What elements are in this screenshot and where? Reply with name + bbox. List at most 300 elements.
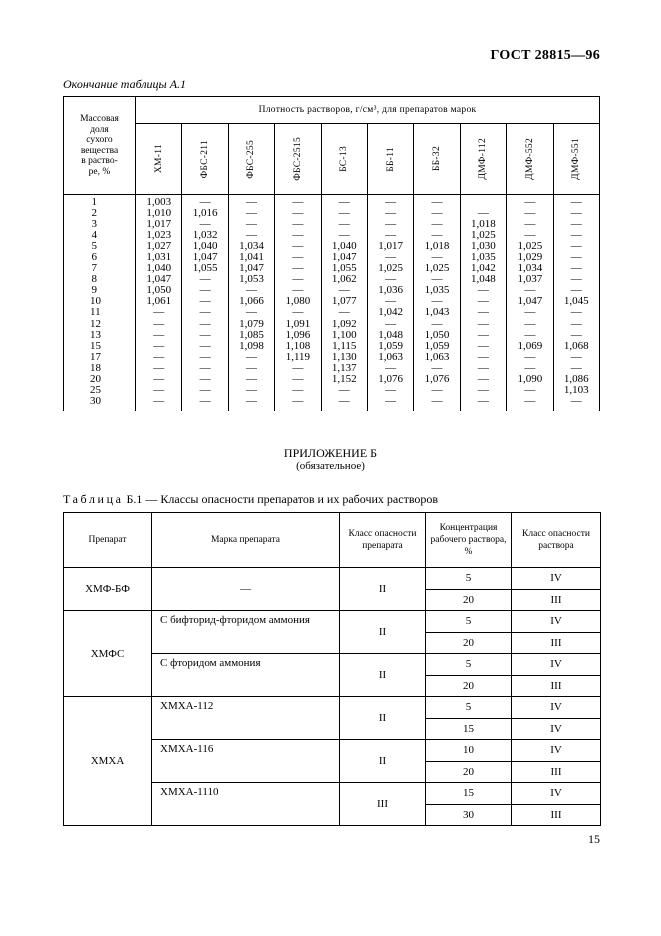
density-value: — — [292, 273, 304, 286]
density-value: — — [524, 394, 536, 407]
density-value: — — [292, 372, 304, 385]
density-value: — — [524, 383, 536, 396]
solution-class: IV — [512, 654, 601, 676]
density-value: — — [524, 218, 536, 231]
density-value: — — [199, 350, 211, 363]
density-value: 1,047 — [146, 273, 172, 286]
density-value: 1,059 — [424, 339, 450, 352]
density-value: — — [524, 328, 536, 341]
density-value: — — [570, 273, 582, 286]
density-value: — — [385, 394, 397, 407]
density-value: 1,041 — [239, 251, 264, 264]
mass-fraction-header-line: ре, % — [88, 166, 111, 177]
density-column — [136, 195, 182, 411]
solution-class: III — [512, 675, 601, 697]
density-value: — — [338, 306, 350, 319]
density-value: — — [385, 218, 397, 231]
density-value: — — [245, 284, 257, 297]
density-value: — — [431, 207, 443, 220]
preparation-mark: С фторидом аммония — [152, 654, 340, 697]
density-value: 1,076 — [424, 372, 450, 385]
density-value: 1,090 — [517, 372, 543, 385]
preparation-mark: ХМХА-116 — [152, 740, 340, 783]
density-value: 1,077 — [331, 295, 357, 308]
density-value: — — [153, 372, 165, 385]
concentration-value: 5 — [91, 240, 97, 253]
appendix-subtitle: (обязательное) — [296, 460, 365, 472]
density-value: — — [570, 240, 582, 253]
density-value: — — [477, 383, 489, 396]
density-value: — — [385, 361, 397, 374]
density-value: 1,047 — [192, 251, 218, 264]
density-value: 1,025 — [378, 262, 404, 275]
density-value: — — [153, 339, 165, 352]
density-value: — — [431, 251, 443, 264]
density-value: 1,066 — [239, 295, 264, 308]
concentration-value: 9 — [91, 284, 97, 297]
density-value: — — [570, 394, 582, 407]
density-value: — — [153, 350, 165, 363]
density-value: — — [570, 328, 582, 341]
preparation-class: II — [340, 611, 426, 654]
density-value: 1,050 — [146, 284, 172, 297]
column-header-3 — [275, 124, 321, 195]
density-value: 1,034 — [239, 240, 264, 253]
column-header-2 — [228, 124, 274, 195]
mass-fraction-header-line: доля — [90, 124, 109, 135]
solution-class: III — [512, 761, 601, 783]
preparation-name: ХМФС — [64, 611, 152, 697]
density-value: — — [292, 383, 304, 396]
density-value: — — [199, 284, 211, 297]
density-value: — — [338, 229, 350, 242]
density-value: 1,062 — [331, 273, 357, 286]
solution-class: IV — [512, 611, 601, 633]
density-value: — — [524, 361, 536, 374]
density-value: — — [338, 218, 350, 231]
density-value: — — [199, 273, 211, 286]
preparation-class: II — [340, 740, 426, 783]
density-value: 1,068 — [563, 339, 589, 352]
solution-concentration: 5 — [426, 654, 512, 676]
density-value: 1,085 — [239, 328, 264, 341]
solution-class: IV — [512, 718, 601, 740]
mass-fraction-header-line: в раство- — [81, 156, 118, 166]
preparation-class: II — [340, 697, 426, 740]
density-value: — — [153, 317, 165, 330]
density-value: — — [292, 262, 304, 275]
density-value: — — [385, 229, 397, 242]
density-value: — — [245, 394, 257, 407]
solution-class: IV — [512, 783, 601, 805]
density-value: 1,130 — [331, 350, 357, 363]
density-value: — — [385, 251, 397, 264]
density-value: — — [199, 372, 211, 385]
preparation-class: II — [340, 654, 426, 697]
density-value: — — [245, 383, 257, 396]
density-value: 1,098 — [239, 339, 264, 352]
solution-concentration: 5 — [426, 697, 512, 719]
density-value: — — [477, 350, 489, 363]
density-value: — — [385, 295, 397, 308]
density-value: — — [385, 196, 397, 208]
density-column — [321, 195, 367, 411]
table-row — [64, 195, 600, 411]
density-value: — — [477, 306, 489, 319]
density-value: — — [199, 196, 211, 208]
density-value: — — [292, 240, 304, 253]
density-value: — — [431, 361, 443, 374]
solution-concentration: 20 — [426, 761, 512, 783]
solution-concentration: 20 — [426, 589, 512, 611]
preparation-mark: ХМХА-1110 — [152, 783, 340, 826]
concentration-value: 11 — [90, 306, 101, 319]
density-value: — — [292, 251, 304, 264]
density-value: — — [570, 306, 582, 319]
preparation-mark: ХМХА-112 — [152, 697, 340, 740]
concentration-value: 6 — [91, 251, 97, 264]
density-value: — — [338, 207, 350, 220]
density-value: — — [245, 372, 257, 385]
density-value: 1,080 — [285, 295, 311, 308]
density-column — [553, 195, 599, 411]
density-value: 1,016 — [192, 207, 218, 220]
density-value: — — [431, 229, 443, 242]
density-value: 1,040 — [331, 240, 357, 253]
concentration-value: 10 — [90, 295, 101, 308]
density-value: 1,137 — [331, 361, 357, 374]
density-value: 1,040 — [146, 262, 172, 275]
density-value: — — [570, 196, 582, 208]
density-value: — — [153, 383, 165, 396]
concentration-value: 13 — [90, 328, 101, 341]
solution-concentration: 10 — [426, 740, 512, 762]
density-column — [367, 195, 413, 411]
solution-concentration: 20 — [426, 632, 512, 654]
density-value: 1,061 — [146, 295, 172, 308]
density-value: — — [524, 207, 536, 220]
density-value: 1,152 — [331, 372, 357, 385]
density-value: 1,017 — [378, 240, 404, 253]
density-value: — — [153, 328, 165, 341]
mass-fraction-header-line: сухого — [86, 135, 113, 145]
solution-concentration: 15 — [426, 718, 512, 740]
concentration-value: 1 — [91, 196, 97, 208]
density-value: — — [477, 372, 489, 385]
density-value: 1,034 — [517, 262, 543, 275]
density-value: — — [338, 394, 350, 407]
density-value: — — [153, 394, 165, 407]
density-value: — — [524, 350, 536, 363]
density-value: — — [385, 383, 397, 396]
density-value: — — [431, 383, 443, 396]
density-value: 1,018 — [471, 218, 496, 231]
density-value: — — [431, 317, 443, 330]
density-value: 1,115 — [332, 339, 357, 352]
density-value: — — [431, 295, 443, 308]
density-value: 1,017 — [146, 218, 172, 231]
column-header-1 — [182, 124, 228, 195]
density-value: — — [477, 328, 489, 341]
table-b-caption-label: Таблица — [63, 492, 124, 506]
density-value: 1,010 — [146, 207, 172, 220]
table-a-caption: Окончание таблицы А.1 — [63, 77, 187, 91]
concentration-value: 8 — [91, 273, 97, 286]
density-value: — — [570, 361, 582, 374]
column-header-0 — [136, 124, 182, 195]
density-value: 1,059 — [378, 339, 404, 352]
column-header-label: ДМФ-551 — [571, 138, 582, 180]
concentration-column — [64, 195, 136, 411]
density-value: 1,119 — [285, 350, 311, 363]
density-value: 1,053 — [239, 273, 264, 286]
density-value: — — [153, 306, 165, 319]
table-row — [64, 568, 601, 590]
density-value: — — [431, 218, 443, 231]
mass-fraction-header-line: Массовая — [80, 114, 119, 124]
density-value: — — [431, 394, 443, 407]
density-value: — — [431, 196, 443, 208]
density-value: — — [477, 207, 489, 220]
density-value: 1,036 — [378, 284, 404, 297]
column-header-label: ДМФ-552 — [524, 138, 535, 180]
density-value: 1,055 — [331, 262, 357, 275]
density-main-header: Плотность растворов, г/см³, для препаратов марок — [136, 97, 600, 124]
density-column — [228, 195, 274, 411]
density-value: — — [199, 306, 211, 319]
appendix-title: ПРИЛОЖЕНИЕ Б — [283, 446, 378, 460]
density-value: — — [199, 394, 211, 407]
column-header-label: ББ-11 — [385, 146, 396, 172]
solution-class: III — [512, 632, 601, 654]
density-value: — — [570, 284, 582, 297]
header-class-solution: Класс опасности раствора — [512, 513, 601, 568]
preparation-class: III — [340, 783, 426, 826]
density-value: 1,100 — [331, 328, 357, 341]
mass-fraction-header-line: вещества — [80, 145, 119, 156]
density-value: — — [477, 317, 489, 330]
density-value: 1,042 — [378, 306, 404, 319]
density-value: — — [199, 328, 211, 341]
density-table — [63, 96, 600, 411]
concentration-value: 2 — [91, 207, 97, 220]
solution-concentration: 30 — [426, 804, 512, 826]
density-value: — — [524, 284, 536, 297]
column-header-label: ФБС-211 — [200, 139, 211, 179]
table-row — [64, 697, 601, 719]
density-value: 1,050 — [424, 328, 450, 341]
density-value: — — [245, 306, 257, 319]
density-value: — — [385, 317, 397, 330]
density-value: — — [570, 262, 582, 275]
density-value: 1,043 — [424, 306, 450, 319]
column-header-label: ДМФ-112 — [478, 138, 489, 180]
density-value: — — [245, 229, 257, 242]
density-value: 1,045 — [563, 295, 589, 308]
density-value: 1,003 — [146, 196, 172, 208]
density-value: — — [245, 218, 257, 231]
density-value: 1,027 — [146, 240, 172, 253]
concentration-value: 12 — [90, 317, 101, 330]
solution-class: III — [512, 589, 601, 611]
density-value: 1,042 — [471, 262, 496, 275]
column-header-4 — [321, 124, 367, 195]
solution-concentration: 5 — [426, 611, 512, 633]
column-header-label: БС-13 — [339, 146, 350, 172]
density-value: 1,035 — [424, 284, 450, 297]
concentration-value: 18 — [90, 361, 101, 374]
density-value: — — [199, 361, 211, 374]
density-value: 1,096 — [285, 328, 311, 341]
density-value: — — [292, 218, 304, 231]
density-value: — — [338, 383, 350, 396]
density-value: — — [245, 196, 257, 208]
column-header-7 — [460, 124, 506, 195]
page-number: 15 — [588, 832, 600, 846]
density-column — [460, 195, 506, 411]
density-value: — — [292, 361, 304, 374]
density-value: 1,025 — [517, 240, 543, 253]
density-value: — — [338, 196, 350, 208]
density-value: — — [292, 196, 304, 208]
density-value: 1,047 — [517, 295, 543, 308]
density-value: — — [570, 218, 582, 231]
density-value: 1,025 — [471, 229, 496, 242]
density-value: 1,108 — [285, 339, 311, 352]
density-value: 1,048 — [378, 328, 404, 341]
density-value: — — [292, 284, 304, 297]
density-value: — — [292, 394, 304, 407]
table-row — [64, 611, 601, 633]
density-value: — — [524, 196, 536, 208]
solution-class: IV — [512, 568, 601, 590]
preparation-name: ХМФ-БФ — [64, 568, 152, 611]
density-value: — — [431, 273, 443, 286]
density-value: — — [199, 295, 211, 308]
solution-concentration: 15 — [426, 783, 512, 805]
density-value: — — [524, 229, 536, 242]
table-b-caption — [63, 492, 438, 507]
density-value: 1,069 — [517, 339, 543, 352]
density-value: — — [245, 350, 257, 363]
density-value: — — [338, 284, 350, 297]
solution-class: III — [512, 804, 601, 826]
column-header-label: ФБС-255 — [246, 139, 257, 179]
column-header-6 — [414, 124, 460, 195]
density-value: — — [199, 339, 211, 352]
density-value: 1,063 — [424, 350, 450, 363]
density-value: 1,035 — [471, 251, 496, 264]
concentration-value: 20 — [90, 372, 101, 385]
density-value: 1,055 — [192, 262, 218, 275]
preparation-class: II — [340, 568, 426, 611]
density-value: — — [292, 306, 304, 319]
hazard-class-table — [63, 512, 601, 826]
density-value: 1,031 — [146, 251, 172, 264]
solution-class: IV — [512, 697, 601, 719]
density-value: 1,092 — [331, 317, 357, 330]
concentration-value: 3 — [91, 218, 97, 231]
density-value: 1,091 — [285, 317, 311, 330]
density-value: — — [477, 284, 489, 297]
density-value: 1,047 — [239, 262, 264, 275]
density-value: 1,079 — [239, 317, 264, 330]
preparation-name: ХМХА — [64, 697, 152, 826]
density-value: — — [524, 306, 536, 319]
density-value: 1,025 — [424, 262, 450, 275]
density-value: — — [570, 229, 582, 242]
density-value: — — [385, 273, 397, 286]
density-value: — — [153, 361, 165, 374]
preparation-mark: — — [152, 568, 340, 611]
column-header-9 — [553, 124, 599, 195]
density-value: 1,032 — [192, 229, 218, 242]
density-column — [275, 195, 321, 411]
column-header-label: ББ-32 — [432, 146, 443, 172]
header-concentration: Концентрация рабочего раствора, % — [426, 513, 512, 568]
column-header-label: ХМ-11 — [153, 144, 164, 174]
density-value: — — [570, 251, 582, 264]
concentration-value: 15 — [90, 339, 101, 352]
density-value: — — [477, 394, 489, 407]
header-prep: Препарат — [64, 513, 152, 568]
solution-concentration: 5 — [426, 568, 512, 590]
density-value: 1,076 — [378, 372, 404, 385]
density-column — [414, 195, 460, 411]
density-value: — — [477, 361, 489, 374]
column-header-label: ФБС-2515 — [292, 137, 303, 181]
density-value: 1,030 — [471, 240, 496, 253]
density-value: — — [199, 218, 211, 231]
density-value: — — [292, 229, 304, 242]
density-value: 1,063 — [378, 350, 404, 363]
density-column — [182, 195, 228, 411]
density-value: — — [245, 361, 257, 374]
column-header-8 — [507, 124, 553, 195]
density-value: — — [245, 207, 257, 220]
density-value: 1,086 — [563, 372, 589, 385]
density-value: — — [477, 295, 489, 308]
density-value: — — [199, 317, 211, 330]
density-value: — — [199, 383, 211, 396]
concentration-value: 4 — [91, 229, 97, 242]
density-value: 1,047 — [331, 251, 357, 264]
concentration-value: 30 — [90, 394, 101, 407]
mass-fraction-header — [64, 97, 136, 195]
density-column — [507, 195, 553, 411]
density-value: — — [570, 317, 582, 330]
density-value: — — [570, 350, 582, 363]
density-value: 1,103 — [563, 383, 589, 396]
density-value: — — [292, 207, 304, 220]
density-value: — — [477, 339, 489, 352]
density-value: 1,048 — [471, 273, 496, 286]
density-value: 1,018 — [424, 240, 450, 253]
density-value: — — [570, 207, 582, 220]
preparation-mark: С бифторид-фторидом аммония — [152, 611, 340, 654]
standard-number: ГОСТ 28815—96 — [490, 48, 600, 63]
density-value: 1,023 — [146, 229, 172, 242]
density-value: 1,037 — [517, 273, 543, 286]
solution-concentration: 20 — [426, 675, 512, 697]
column-header-5 — [367, 124, 413, 195]
density-value: 1,040 — [192, 240, 218, 253]
header-class-prep: Класс опасности препарата — [340, 513, 426, 568]
concentration-value: 25 — [90, 383, 101, 396]
density-value: 1,029 — [517, 251, 543, 264]
header-mark: Марка препарата — [152, 513, 340, 568]
density-value: — — [385, 207, 397, 220]
